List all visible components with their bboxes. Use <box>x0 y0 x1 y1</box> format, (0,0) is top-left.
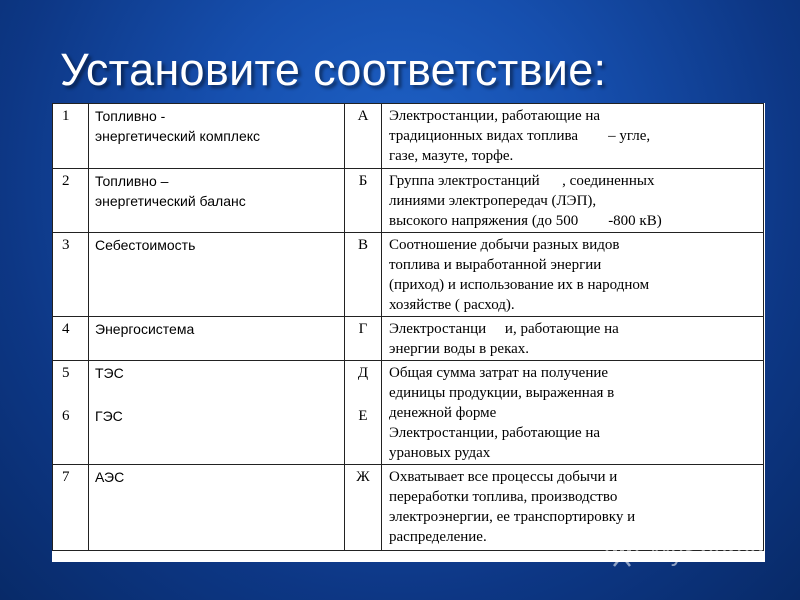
definition-cell <box>382 104 764 169</box>
row-number: 6 <box>62 408 70 424</box>
text-line: (приход) и использование их в народном <box>389 277 650 293</box>
definition-cell-pair <box>382 361 764 465</box>
matching-table <box>52 103 764 551</box>
row-number: 5 <box>62 365 70 381</box>
text-line: Электростанции, работающие на <box>389 425 601 441</box>
watermark-text: MyShared <box>650 538 764 567</box>
text-line: традиционных видах топлива – угле, <box>389 128 651 144</box>
definition-text <box>389 423 757 463</box>
term-cell <box>89 233 345 317</box>
slide-title: Установите соответствие: <box>60 44 607 95</box>
table-row <box>53 169 764 233</box>
text-line: Энергосистема <box>95 321 195 337</box>
text-line: Общая сумма затрат на получение <box>389 365 609 381</box>
watermark <box>604 535 764 571</box>
row-number: 2 <box>53 169 89 233</box>
term-cell <box>89 317 345 361</box>
term-cell <box>89 465 345 551</box>
text-line: Группа электростанций , соединенных <box>389 173 655 189</box>
text-line: Охватывает все процессы добычи и <box>389 469 618 485</box>
row-number-pair <box>53 361 89 465</box>
spacer <box>95 383 338 406</box>
text-line: Электростанци и, работающие на <box>389 321 619 337</box>
text-line: урановых рудах <box>389 445 491 461</box>
text-line: АЭС <box>95 469 125 485</box>
spacer <box>347 383 379 406</box>
letter-cell: Ж <box>345 465 382 551</box>
definition-cell <box>382 317 764 361</box>
row-number: 3 <box>53 233 89 317</box>
text-line: единицы продукции, выраженная в <box>389 385 615 401</box>
term-cell-pair <box>89 361 345 465</box>
term-text: ТЭС <box>95 365 124 381</box>
letter-cell-pair <box>345 361 382 465</box>
letter-text: Е <box>358 408 368 424</box>
table-row <box>53 317 764 361</box>
text-line: хозяйстве ( расход). <box>389 297 515 313</box>
spacer <box>62 383 82 406</box>
text-line: Топливно – <box>95 173 169 189</box>
row-number: 7 <box>53 465 89 551</box>
text-line: денежной форме <box>389 405 497 421</box>
definition-text <box>389 363 757 423</box>
text-line: топлива и выработанной энергии <box>389 257 602 273</box>
table-row <box>53 233 764 317</box>
text-line: газе, мазуте, торфе. <box>389 148 514 164</box>
row-number: 4 <box>53 317 89 361</box>
text-line: Топливно - <box>95 108 166 124</box>
text-line: Соотношение добычи разных видов <box>389 237 620 253</box>
text-line: Себестоимость <box>95 237 196 253</box>
definition-cell <box>382 233 764 317</box>
text-line: энергетический баланс <box>95 193 246 209</box>
matching-table-container <box>52 103 765 562</box>
letter-text: Д <box>357 365 369 381</box>
text-line: линиями электропередач (ЛЭП), <box>389 193 597 209</box>
letter-cell: Г <box>345 317 382 361</box>
text-line: энергии воды в реках. <box>389 341 530 357</box>
text-line: Электростанции, работающие на <box>389 108 601 124</box>
text-line: электроэнергии, ее транспортировку и <box>389 509 636 525</box>
presentation-board-icon <box>604 534 644 573</box>
term-cell <box>89 169 345 233</box>
text-line: высокого напряжения (до 500 -800 кВ) <box>389 213 662 229</box>
text-line: энергетический комплекс <box>95 128 261 144</box>
term-text: ГЭС <box>95 408 123 424</box>
text-line: распределение. <box>389 529 487 545</box>
term-cell <box>89 104 345 169</box>
row-number: 1 <box>53 104 89 169</box>
letter-cell: А <box>345 104 382 169</box>
text-line: переработки топлива, производство <box>389 489 618 505</box>
table-row <box>53 104 764 169</box>
letter-cell: В <box>345 233 382 317</box>
definition-cell <box>382 169 764 233</box>
table-row <box>53 361 764 465</box>
letter-cell: Б <box>345 169 382 233</box>
